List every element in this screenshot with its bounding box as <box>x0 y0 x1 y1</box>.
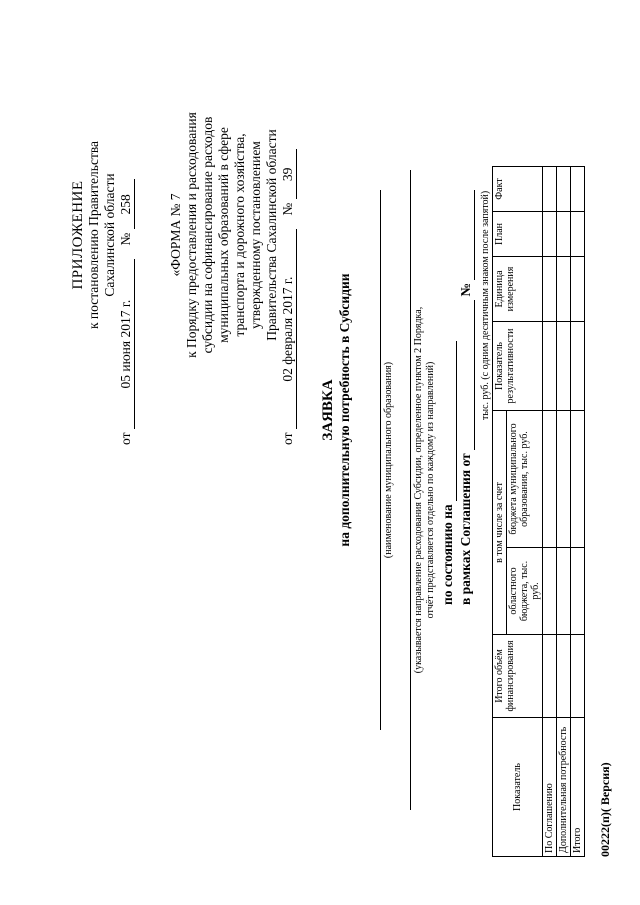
as-of-field[interactable] <box>440 341 457 501</box>
table-cell[interactable] <box>557 212 571 257</box>
table-cell[interactable] <box>543 257 557 322</box>
appendix-line-2: Сахалинской области <box>102 173 117 297</box>
form-block <box>168 25 297 445</box>
agreement-date-field[interactable] <box>458 300 475 450</box>
table-cell[interactable] <box>557 322 571 411</box>
municipality-line[interactable] <box>380 190 381 730</box>
table-cell[interactable] <box>543 411 557 548</box>
table-cell[interactable] <box>557 411 571 548</box>
table-row <box>543 167 557 857</box>
form-title: «ФОРМА № 7 <box>168 193 183 277</box>
financing-table <box>492 166 585 857</box>
header-regional: областного бюджета, тыс. руб. <box>507 548 543 635</box>
appendix-date: 05 июня 2017 г. <box>118 259 135 429</box>
form-line-6: Правительства Сахалинской области <box>264 129 279 341</box>
form-line-5: утвержденному постановлением <box>248 141 263 329</box>
table-cell[interactable] <box>571 411 585 548</box>
table-cell[interactable] <box>557 635 571 718</box>
form-line-1: к Порядку предоставления и расходования <box>184 112 199 358</box>
agreement-number-field[interactable] <box>458 190 475 280</box>
table-cell[interactable] <box>571 548 585 635</box>
agreement-row <box>458 190 475 605</box>
form-date-prefix: от <box>280 432 295 445</box>
header-unit: Единица измерения <box>493 257 543 322</box>
direction-caption-1: (указывается направление расходования Субсидии, определенное пунктом 2 Порядка, <box>413 306 424 674</box>
application-subtitle: на дополнительную потребность в Субсидии <box>337 273 352 547</box>
row-label: Дополнительная потребность <box>557 718 571 857</box>
header-total: Итого объём финансирования <box>493 635 543 718</box>
as-of-label: по состоянию на <box>440 504 455 605</box>
appendix-block <box>70 25 135 445</box>
form-line-3: муниципальных образований в сфере <box>216 127 231 343</box>
direction-caption-2: отчёт представляется отдельно по каждому из направлений) <box>425 361 436 619</box>
row-label: По Соглашению <box>543 718 557 857</box>
application-title: ЗАЯВКА <box>320 379 336 441</box>
agreement-number-label: № <box>458 283 473 297</box>
header-including: в том числе за счет <box>493 411 507 635</box>
table-cell[interactable] <box>571 322 585 411</box>
appendix-number-prefix: № <box>118 232 133 246</box>
table-cell[interactable] <box>543 212 557 257</box>
row-label: Итого <box>571 718 585 857</box>
table-cell[interactable] <box>571 257 585 322</box>
table-cell[interactable] <box>557 257 571 322</box>
table-cell[interactable] <box>557 548 571 635</box>
table-cell[interactable] <box>543 635 557 718</box>
header-fact: Факт <box>493 167 543 212</box>
appendix-line-1: к постановлению Правительства <box>86 140 101 330</box>
form-number-prefix: № <box>280 202 295 216</box>
units-note: тыс. руб. (с одним десятичным знаком после запятой) <box>480 190 491 420</box>
appendix-number: 258 <box>118 179 135 229</box>
direction-line[interactable] <box>410 170 411 810</box>
form-line-4: транспорта и дорожного хозяйства, <box>232 133 247 337</box>
table-row <box>571 167 585 857</box>
table-cell[interactable] <box>543 322 557 411</box>
header-result-indicator: Показатель результативности <box>493 322 543 411</box>
table-cell[interactable] <box>543 167 557 212</box>
table-cell[interactable] <box>571 167 585 212</box>
application-heading <box>320 150 353 670</box>
document-code: 00222(п)( Версия) <box>598 762 612 857</box>
municipality-caption: (наименование муниципального образования) <box>383 361 394 559</box>
agreement-label: в рамках Соглашения от <box>458 453 473 605</box>
header-municipal: бюджета муниципального образования, тыс. руб. <box>507 411 543 548</box>
form-number: 39 <box>280 149 297 199</box>
form-line-2: субсидии на софинансирование расходов <box>200 116 215 354</box>
header-plan: План <box>493 212 543 257</box>
form-date: 02 февраля 2017 г. <box>280 229 297 429</box>
as-of-row <box>440 341 457 605</box>
header-indicator: Показатель <box>493 718 543 857</box>
table-cell[interactable] <box>543 548 557 635</box>
table-cell[interactable] <box>557 167 571 212</box>
table-row <box>557 167 571 857</box>
form-date-row <box>280 25 297 445</box>
table-header-row <box>493 167 507 857</box>
table-cell[interactable] <box>571 212 585 257</box>
table-cell[interactable] <box>571 635 585 718</box>
appendix-date-row <box>118 25 135 445</box>
appendix-date-prefix: от <box>118 432 133 445</box>
appendix-title: ПРИЛОЖЕНИЕ <box>70 180 86 290</box>
